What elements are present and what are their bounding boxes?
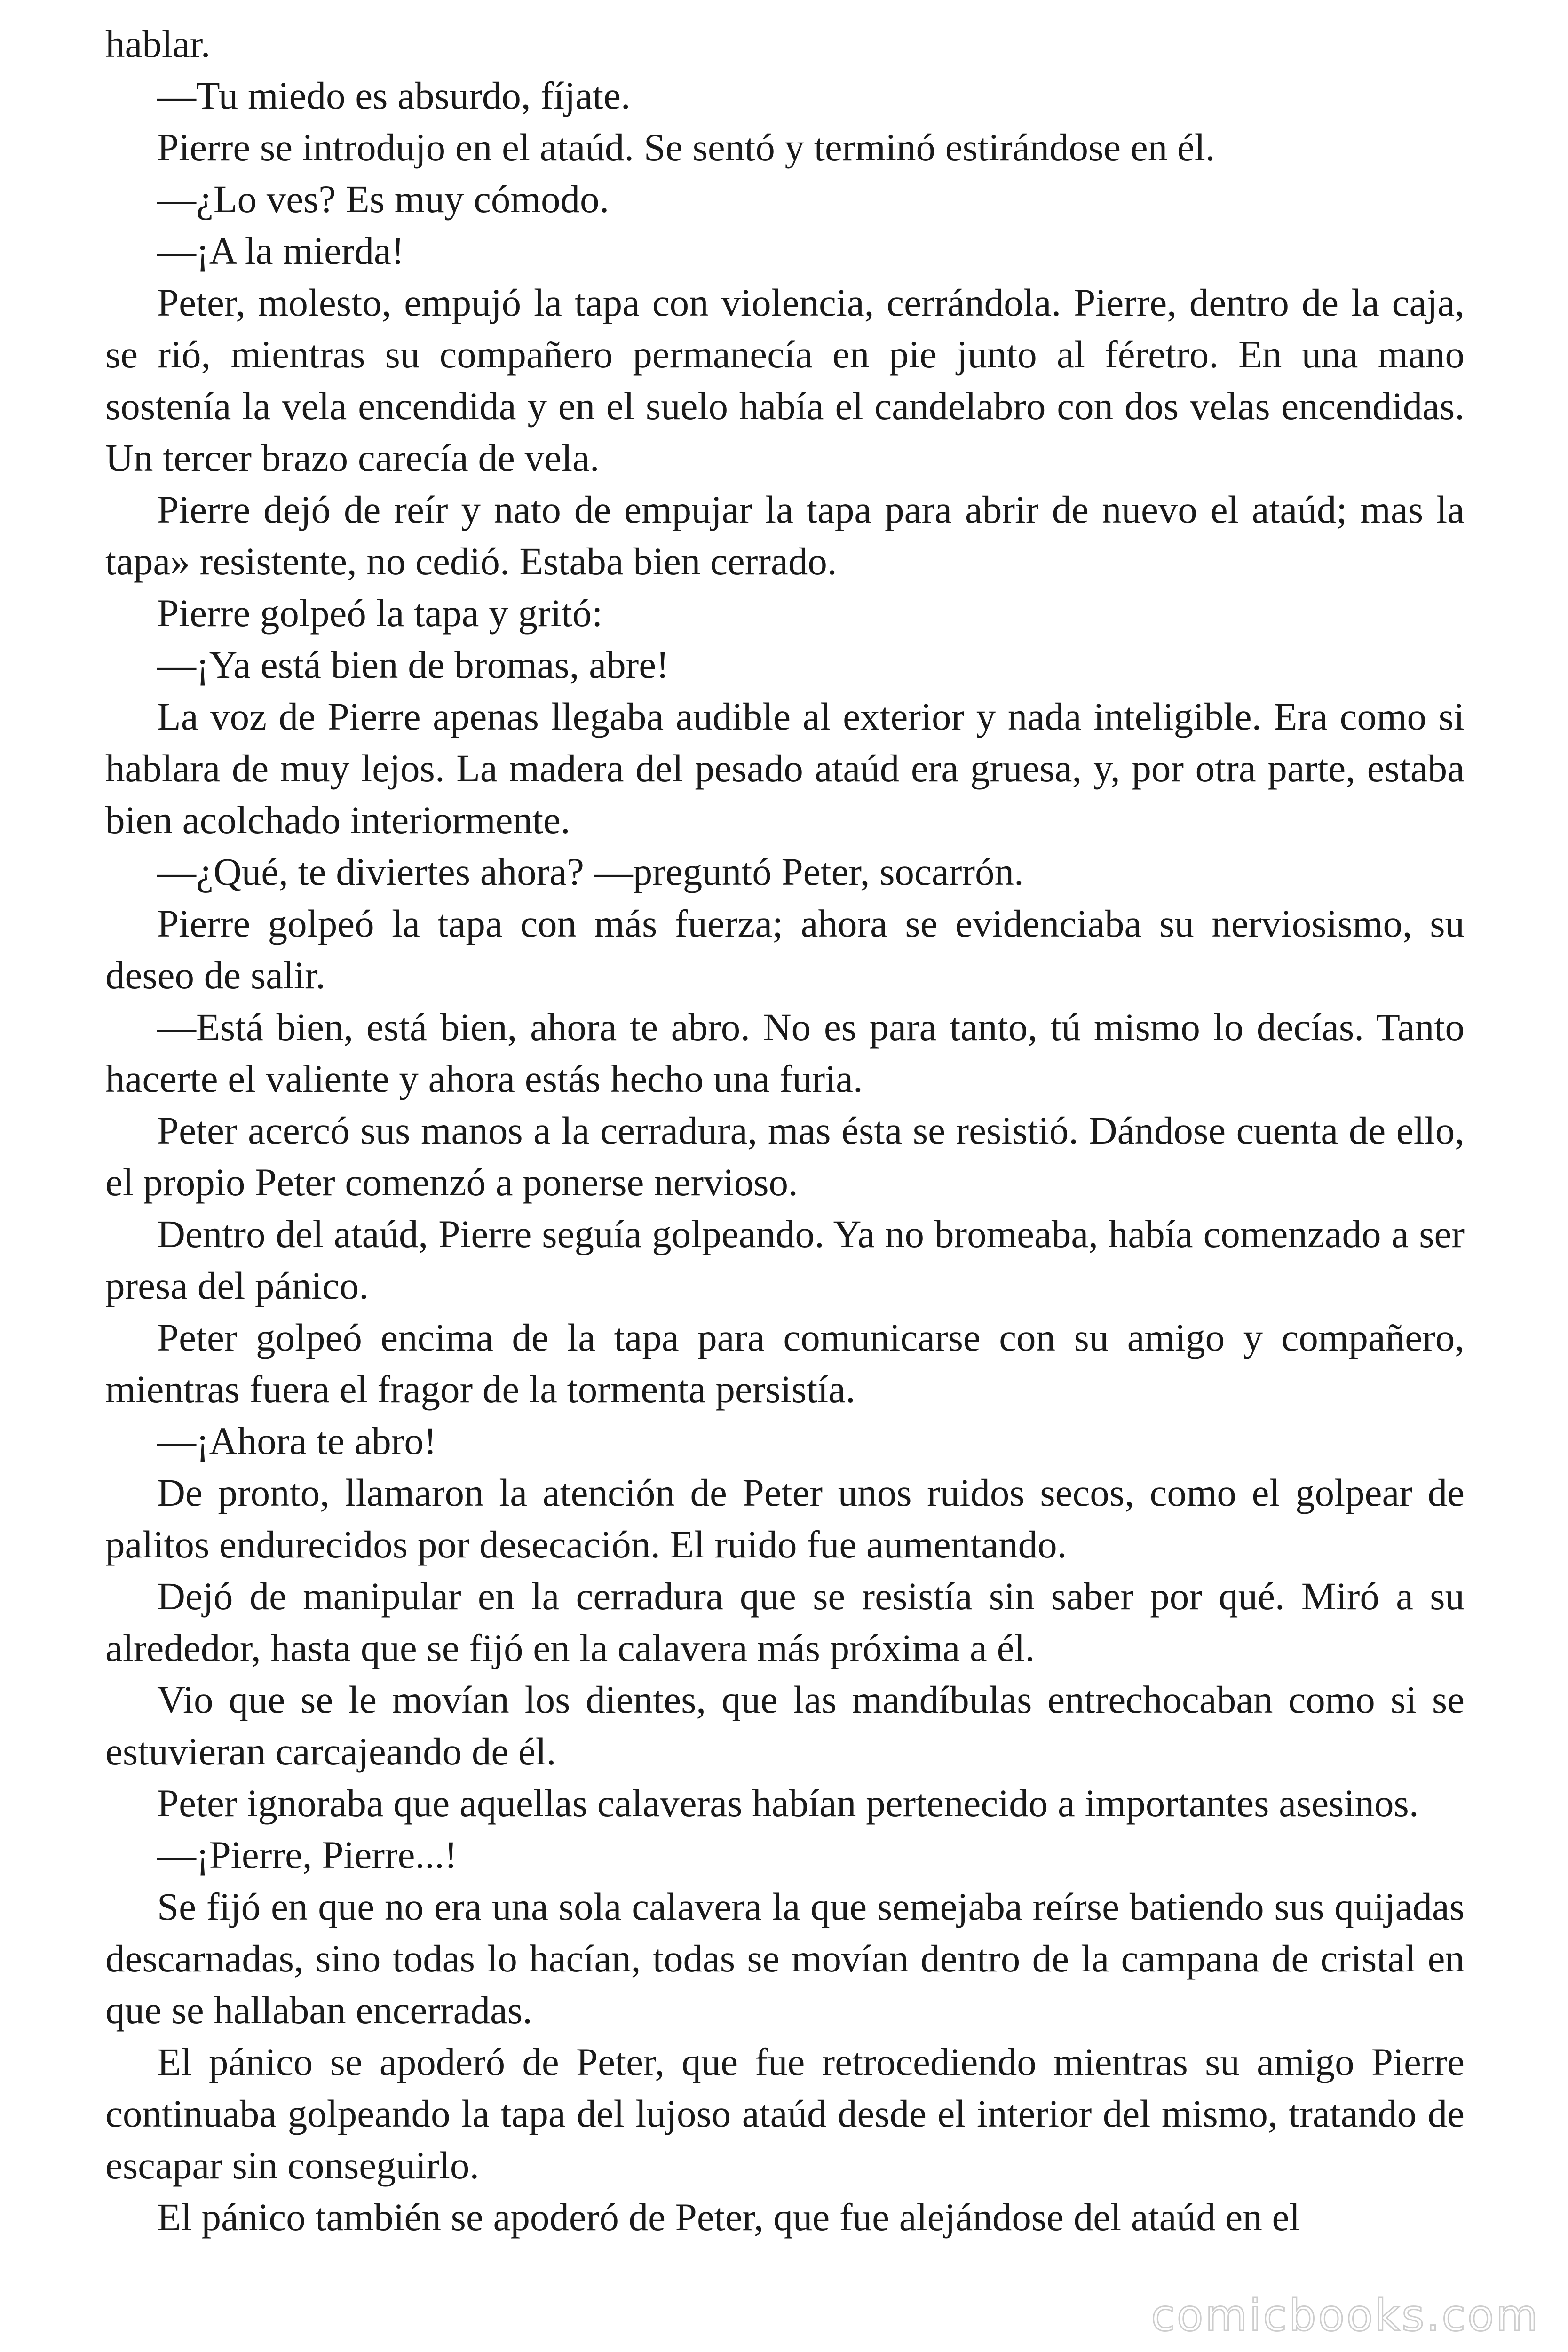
watermark: comicbooks.com [1151, 2290, 1540, 2341]
paragraph: Vio que se le movían los dientes, que las mandíbulas entrechocaban como si se estuvieran carcajeando de él. [105, 1678, 1465, 1773]
paragraph: Peter, molesto, empujó la tapa con violencia, cerrándola. Pierre, dentro de la caja, se rió, mientras su compañero permanecía en pie junto al féretro. En una mano sostenía la vela encendida y en el suelo había el candelabro con dos velas encendidas. Un tercer brazo carecía de vela. [105, 281, 1465, 479]
paragraph: —¡A la mierda! [157, 229, 404, 272]
paragraph: Pierre dejó de reír y nato de empujar la tapa para abrir de nuevo el ataúd; mas la tapa» resistente, no cedió. Estaba bien cerrado. [105, 488, 1465, 583]
paragraph: Dejó de manipular en la cerradura que se resistía sin saber por qué. Miró a su alrededor, hasta que se fijó en la calavera más próxima a él. [105, 1574, 1465, 1669]
paragraph: El pánico también se apoderó de Peter, que fue alejándose del ataúd en el [157, 2195, 1300, 2239]
paragraph: Dentro del ataúd, Pierre seguía golpeando. Ya no bromeaba, había comenzado a ser presa del pánico. [105, 1212, 1465, 1307]
paragraph: Pierre golpeó la tapa y gritó: [157, 591, 603, 635]
paragraph: —¿Qué, te diviertes ahora? —preguntó Peter, socarrón. [157, 850, 1024, 893]
paragraph: Peter ignoraba que aquellas calaveras habían pertenecido a importantes asesinos. [157, 1781, 1419, 1825]
paragraph: —Está bien, está bien, ahora te abro. No es para tanto, tú mismo lo decías. Tanto hacerte el valiente y ahora estás hecho una furia. [105, 1005, 1465, 1100]
paragraph: Pierre se introdujo en el ataúd. Se sentó y terminó estirándose en él. [157, 126, 1215, 169]
lead-line: hablar. [105, 22, 211, 65]
paragraph: —¡Ya está bien de bromas, abre! [157, 643, 669, 686]
paragraph: El pánico se apoderó de Peter, que fue retrocediendo mientras su amigo Pierre continuaba golpeando la tapa del lujoso ataúd desde el interior del mismo, tratando de escapar sin conseguirlo. [105, 2040, 1465, 2187]
paragraph: Pierre golpeó la tapa con más fuerza; ahora se evidenciaba su nerviosismo, su deseo de salir. [105, 902, 1465, 997]
paragraph: Peter golpeó encima de la tapa para comunicarse con su amigo y compañero, mientras fuera el fragor de la tormenta persistía. [105, 1316, 1465, 1411]
paragraph: La voz de Pierre apenas llegaba audible al exterior y nada inteligible. Era como si hablara de muy lejos. La madera del pesado ataúd era gruesa, y, por otra parte, estaba bien acolchado interiormente. [105, 695, 1465, 842]
paragraph: —Tu miedo es absurdo, fíjate. [157, 74, 631, 117]
paragraph: —¡Ahora te abro! [157, 1419, 437, 1462]
paragraph: —¿Lo ves? Es muy cómodo. [157, 177, 610, 221]
paragraph: Se fijó en que no era una sola calavera la que semejaba reírse batiendo sus quijadas descarnadas, sino todas lo hacían, todas se movían dentro de la campana de cristal en que se hallaban encerradas. [105, 1885, 1465, 2032]
paragraph: Peter acercó sus manos a la cerradura, mas ésta se resistió. Dándose cuenta de ello, el propio Peter comenzó a ponerse nervioso. [105, 1109, 1465, 1204]
paragraph: —¡Pierre, Pierre...! [157, 1833, 458, 1876]
body-text [105, 18, 1465, 2243]
paragraph: De pronto, llamaron la atención de Peter unos ruidos secos, como el golpear de palitos endurecidos por desecación. El ruido fue aumentando. [105, 1471, 1465, 1566]
